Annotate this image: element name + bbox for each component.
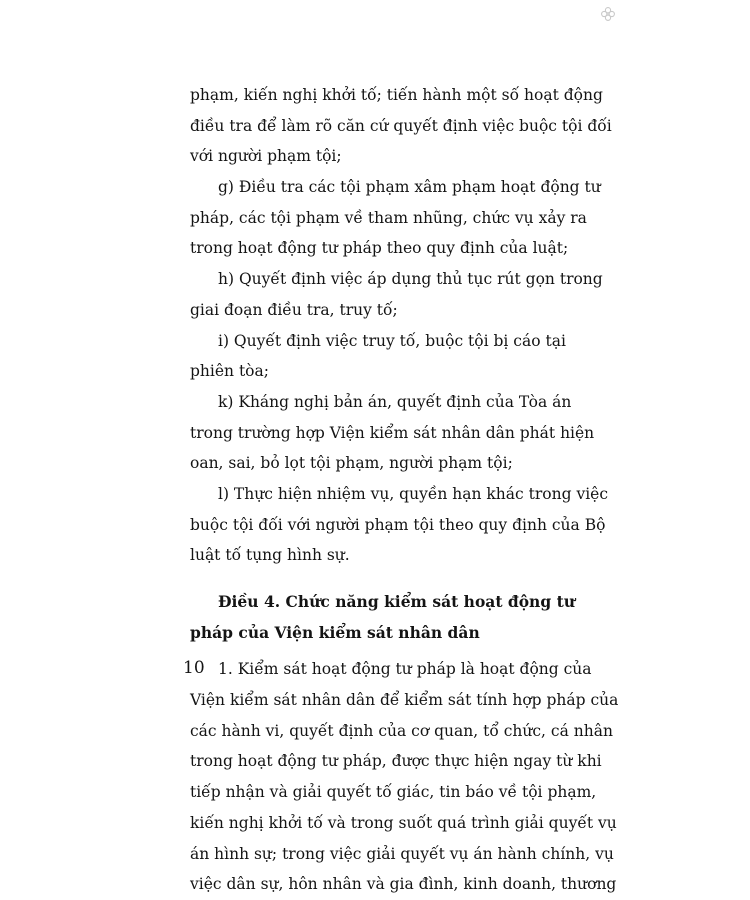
paragraph xyxy=(190,172,601,264)
page-number: 10 xyxy=(183,658,205,678)
text-line: các hành vi, quyết định của cơ quan, tổ chức, cá nhân xyxy=(190,721,613,740)
text-line: h) Quyết định việc áp dụng thủ tục rút gọn trong xyxy=(218,270,603,289)
flower-icon xyxy=(600,6,616,22)
paragraph xyxy=(190,387,595,479)
paragraph xyxy=(190,264,603,325)
paragraph xyxy=(190,80,612,172)
text-line: i) Quyết định việc truy tố, buộc tội bị cáo tại xyxy=(218,331,566,350)
book-page-body xyxy=(190,80,619,900)
text-line: án hình sự; trong việc giải quyết vụ án hành chính, vụ xyxy=(190,844,614,863)
text-line: trong hoạt động tư pháp, được thực hiện ngay từ khi xyxy=(190,752,602,771)
heading-line: pháp của Viện kiểm sát nhân dân xyxy=(190,622,480,642)
paragraph xyxy=(190,326,566,387)
paragraph xyxy=(190,479,609,571)
paragraph xyxy=(190,654,619,900)
text-line: giai đoạn điều tra, truy tố; xyxy=(190,300,398,319)
text-line: oan, sai, bỏ lọt tội phạm, người phạm tội; xyxy=(190,454,513,473)
text-line: kiến nghị khởi tố và trong suốt quá trình giải quyết vụ xyxy=(190,813,617,832)
text-line: 1. Kiểm sát hoạt động tư pháp là hoạt động của xyxy=(218,660,592,679)
text-line: phạm, kiến nghị khởi tố; tiến hành một số hoạt động xyxy=(190,86,603,104)
text-line: việc dân sự, hôn nhân và gia đình, kinh doanh, thương xyxy=(190,875,617,894)
text-line: điều tra để làm rõ căn cứ quyết định việc buộc tội đối xyxy=(190,116,612,135)
text-line: trong trường hợp Viện kiểm sát nhân dân phát hiện xyxy=(190,423,595,442)
text-line: Viện kiểm sát nhân dân để kiểm sát tính hợp pháp của xyxy=(190,691,619,710)
text-line: pháp, các tội phạm về tham nhũng, chức vụ xảy ra xyxy=(190,208,587,227)
text-line: với người phạm tội; xyxy=(190,147,342,166)
text-line: phiên tòa; xyxy=(190,362,269,381)
article-heading xyxy=(190,587,575,648)
text-line: l) Thực hiện nhiệm vụ, quyền hạn khác trong việc xyxy=(218,484,609,503)
heading-line: Điều 4. Chức năng kiểm sát hoạt động tư xyxy=(218,592,575,611)
text-line: k) Kháng nghị bản án, quyết định của Tòa án xyxy=(218,392,572,411)
text-line: luật tố tụng hình sự. xyxy=(190,546,350,565)
text-line: tiếp nhận và giải quyết tố giác, tin báo về tội phạm, xyxy=(190,783,597,802)
text-line: trong hoạt động tư pháp theo quy định của luật; xyxy=(190,239,569,258)
text-line: g) Điều tra các tội phạm xâm phạm hoạt động tư xyxy=(218,178,601,197)
text-line: buộc tội đối với người phạm tội theo quy định của Bộ xyxy=(190,515,606,534)
